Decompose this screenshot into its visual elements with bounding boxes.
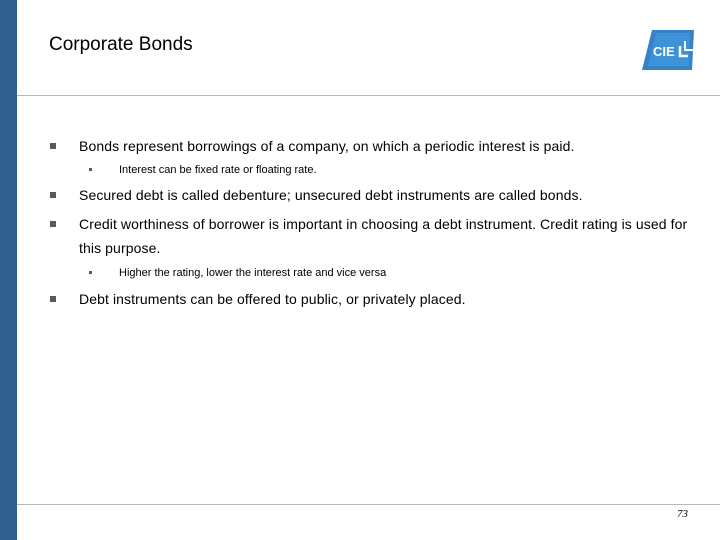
bullet-item: [79, 287, 689, 311]
bullet-text: Secured debt is called debenture; unsecured debt instruments are called bonds.: [79, 187, 583, 203]
sub-bullet-item: [119, 162, 679, 178]
sub-bullet-item: [119, 265, 679, 281]
bullet-marker: [50, 143, 56, 149]
sub-bullet-text: Interest can be fixed rate or floating rate.: [119, 164, 317, 176]
slide-title: Corporate Bonds: [49, 34, 193, 55]
bullet-text: Bonds represent borrowings of a company, on which a periodic interest is paid.: [79, 138, 575, 154]
bullet-text: Credit worthiness of borrower is important in choosing a debt instrument. Credit rating is used for this purpose.: [79, 216, 688, 256]
bullet-marker: [50, 192, 56, 198]
sub-bullet-marker: [89, 271, 92, 274]
footer-divider: [17, 504, 720, 505]
bullet-item: [79, 183, 689, 207]
page-number: 73: [677, 508, 688, 520]
bullet-item: [79, 212, 689, 260]
bullet-item: [79, 134, 689, 158]
bullet-marker: [50, 296, 56, 302]
sub-bullet-text: Higher the rating, lower the interest rate and vice versa: [119, 267, 387, 279]
ciel-logo: [636, 26, 698, 72]
logo-text: CIE: [653, 44, 675, 59]
bullet-marker: [50, 221, 56, 227]
left-accent-bar: [0, 0, 17, 540]
bullet-text: Debt instruments can be offered to public, or privately placed.: [79, 291, 466, 307]
sub-bullet-marker: [89, 168, 92, 171]
title-divider: [17, 95, 720, 96]
